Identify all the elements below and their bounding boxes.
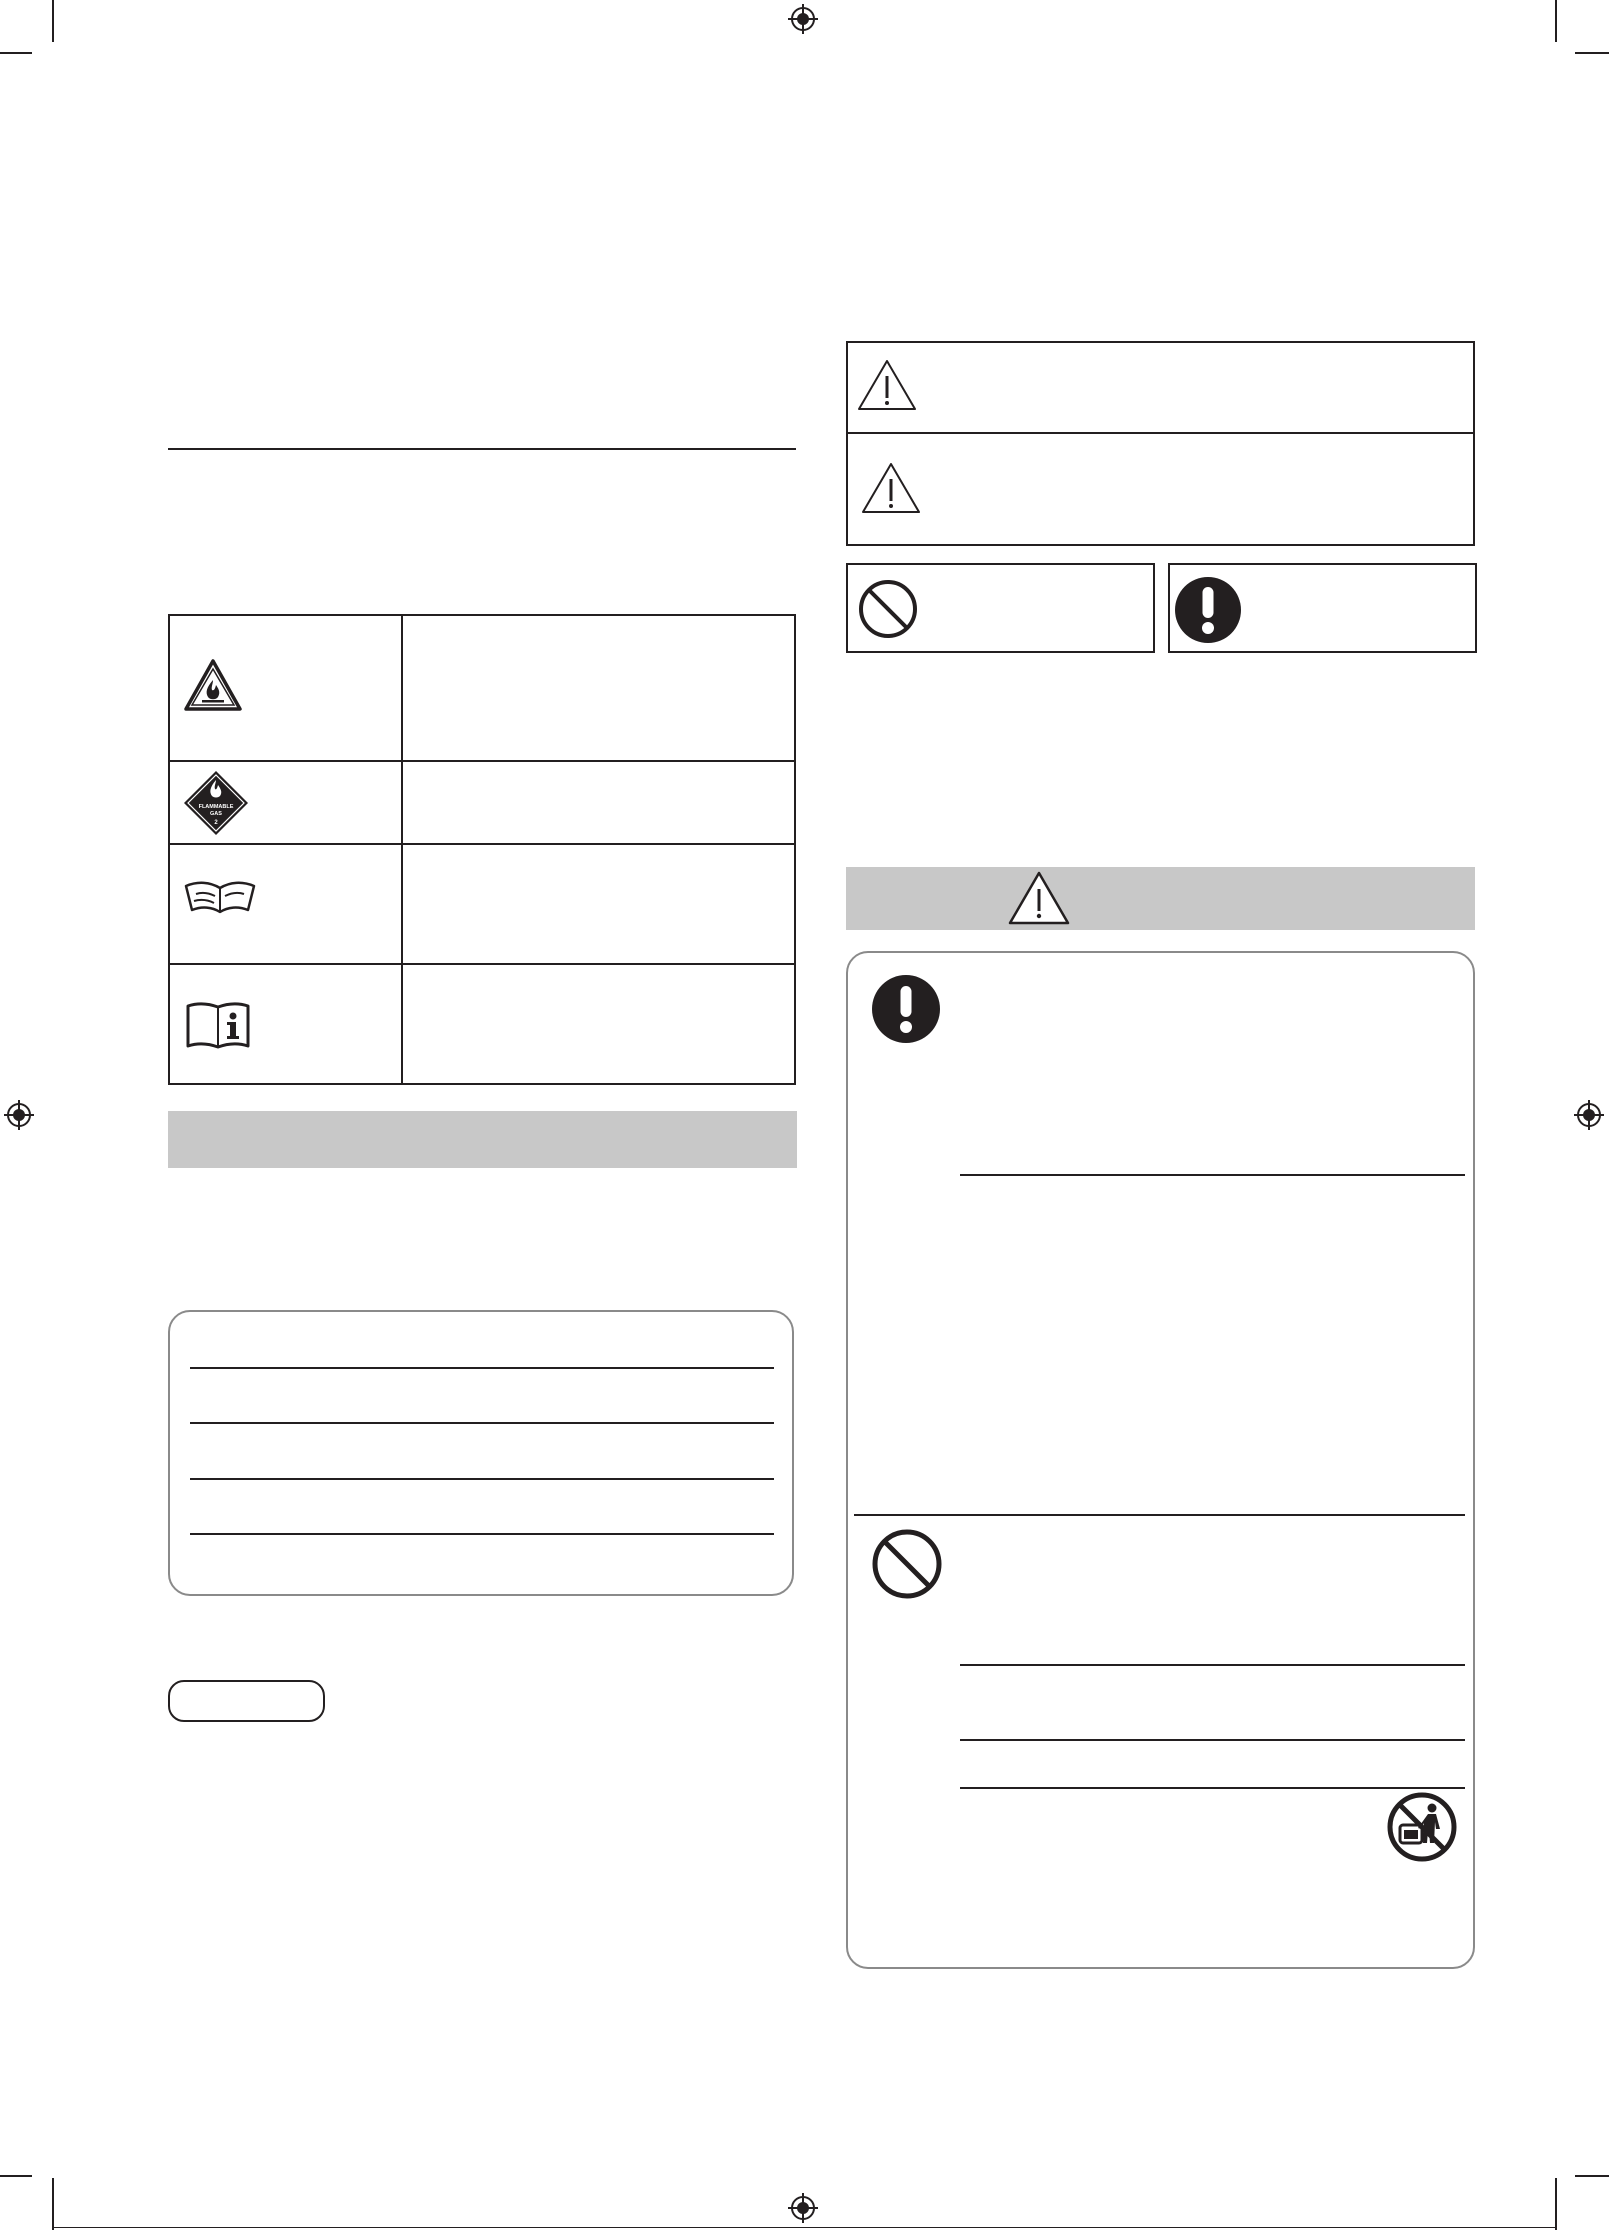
registration-mark-right-icon [1574,1100,1604,1130]
warning-header-triangle-icon [1007,870,1071,926]
flammable-material-warning-icon [183,658,243,713]
warning-panel-divider [854,1514,1465,1516]
registration-mark-left-icon [4,1100,34,1130]
registration-mark-bottom-icon [788,2193,818,2223]
read-manual-icon [182,876,258,916]
warning-content-panel [846,951,1475,1969]
prohibited-rule-3 [960,1787,1465,1789]
information-manual-icon [185,1000,251,1050]
left-heading-rule [168,448,796,450]
prohibited-instructions-icon [870,1527,944,1601]
diamond-label-gas: GAS [210,811,222,817]
registration-mark-top-icon [788,4,818,34]
warning-section-header [846,867,1475,930]
caution-triangle-icon [860,461,922,515]
prohibited-rule-1 [960,1664,1465,1666]
mandatory-subsection-rule [960,1174,1465,1176]
prohibited-rule-2 [960,1739,1465,1741]
notes-line-2 [190,1422,774,1424]
diamond-label-flammable: FLAMMABLE [198,804,234,810]
prohibited-icon [857,578,919,640]
section-header-bar-left [168,1111,797,1168]
flammable-gas-class-2-icon [183,770,249,836]
notes-line-3 [190,1478,774,1480]
notes-line-4 [190,1533,774,1535]
note-label-pill [168,1680,325,1722]
mandatory-exclamation-icon [1173,575,1243,645]
no-children-play-icon [1386,1791,1458,1863]
notes-line-1 [190,1367,774,1369]
warning-triangle-icon [856,358,918,412]
diamond-label-class: 2 [214,820,218,826]
notes-panel [168,1310,794,1596]
mandatory-instructions-icon [871,974,941,1044]
